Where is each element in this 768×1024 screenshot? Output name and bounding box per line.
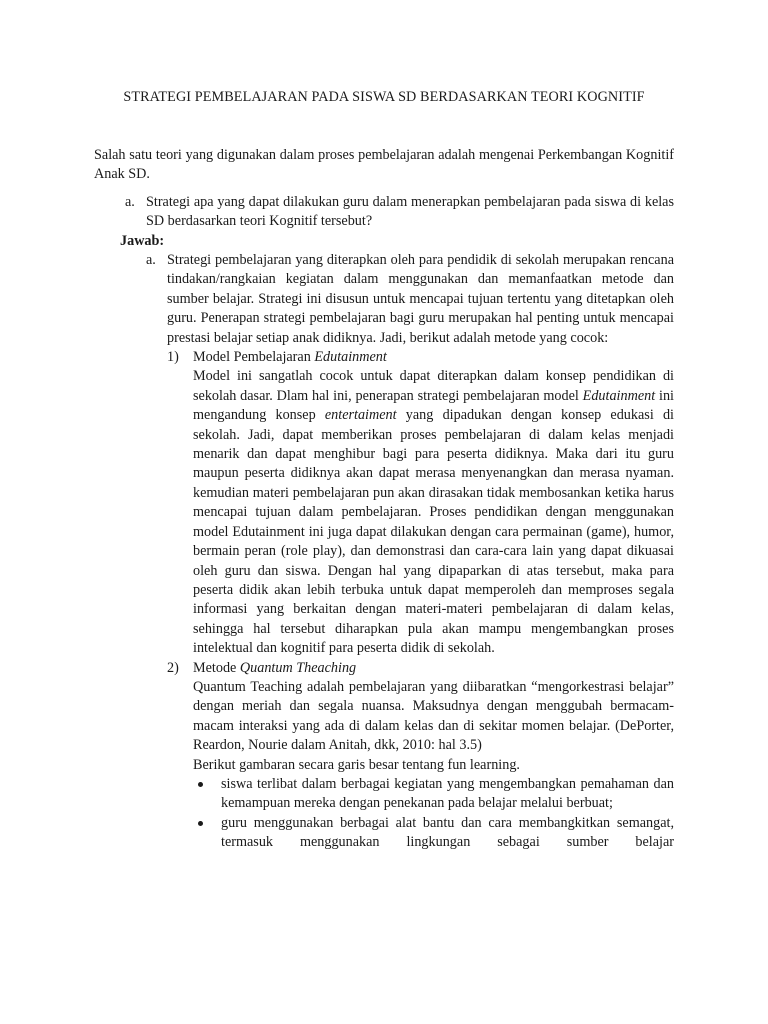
answer-heading: Jawab: xyxy=(120,233,165,249)
answer-text: Strategi pembelajaran yang diterapkan oleh para pendidik di sekolah merupakan rencana tindakan/rangkaian kegiatan dalam menggunakan dan memanfaatkan metode dan sumber belajar. Strategi ini disusun untuk mencapai tujuan tertentu yang ditetapkan oleh guru. Penerapan strategi pembelajaran bagi guru merupakan hal penting untuk mencapai prestasi belajar setiap anak didiknya. Jadi, berikut adalah metode yang cocok: xyxy=(167,252,674,346)
list-item xyxy=(193,814,674,853)
method-1-p2: ini mengandung konsep xyxy=(193,387,674,424)
list-item xyxy=(193,775,674,814)
method-1-title-prefix: Model Pembelajaran xyxy=(193,349,315,366)
document-title: STRATEGI PEMBELAJARAN PADA SISWA SD BERDASARKAN TEORI KOGNITIF xyxy=(123,89,645,105)
method-2-p2: Berikut gambaran secara garis besar tentang fun learning. xyxy=(193,756,520,773)
method-2-title xyxy=(193,659,674,678)
method-1-p1: Model ini sangatlah cocok untuk dapat diterapkan dalam konsep pendidikan di sekolah dasar. Dlam hal ini, penerapan strategi pembelajaran model xyxy=(193,368,674,404)
method-1-p3: yang dipadukan dengan konsep edukasi di sekolah. Jadi, dapat memberikan proses pembelajaran di dalam kelas menjadi menarik dan dapat menghibur bagi para peserta didiknya. Maka dari itu guru maupun peserta didiknya akan dapat merasa menyenangkan dan merasa nyaman. kemudian materi pembelajaran pun akan dirasakan tidak membosankan ketika harus mencapai tujuan dalam pembelajaran. Proses pendidikan dengan menggunakan model Edutainment ini juga dapat dilakukan dengan cara permainan (game), humor, bermain peran (role play), dan demonstrasi dan cara-cara lain yang dapat dikuasai oleh guru dan siswa. Dengan hal yang dipaparkan di atas tersebut, maka para peserta didik akan lebih terbuka untuk dapat memperoleh dan memproses segala informasi yang berkaitan dengan materi-materi pembelajaran di dalam kelas, sehingga hal tersebut diharapkan pula akan mampu mengembangkan proses intelektual dan kognitif para peserta didik di sekolah. xyxy=(193,407,674,657)
method-item-2 xyxy=(167,659,674,853)
answer-label: a. xyxy=(146,252,156,268)
question-label: a. xyxy=(125,194,135,210)
method-2-title-prefix: Metode xyxy=(193,659,240,676)
method-1-p1-italic: Edutainment xyxy=(582,387,656,404)
bullet-icon xyxy=(198,782,203,787)
intro-paragraph: Salah satu teori yang digunakan dalam proses pembelajaran adalah mengenai Perkembangan Kognitif Anak SD. xyxy=(94,147,674,183)
bullet-text: siswa terlibat dalam berbagai kegiatan yang mengembangkan pemahaman dan kemampuan mereka dengan penekanan pada belajar melalui berbuat; xyxy=(221,775,674,812)
method-1-title xyxy=(193,348,674,367)
method-2-label: 2) xyxy=(167,659,179,676)
method-1-label: 1) xyxy=(167,349,179,366)
method-1-title-italic: Edutainment xyxy=(314,349,387,366)
method-item-1 xyxy=(167,348,674,659)
method-2-title-italic: Quantum Theaching xyxy=(239,659,357,676)
question-text: Strategi apa yang dapat dilakukan guru dalam menerapkan pembelajaran pada siswa di kelas SD berdasarkan teori Kognitif tersebut? xyxy=(146,194,674,230)
question-item xyxy=(125,193,674,232)
method-2-bullet-list xyxy=(193,775,674,853)
method-2-p1: Quantum Teaching adalah pembelajaran yang diibaratkan “mengorkestrasi belajar” dengan meriah dan segala nuansa. Maksudnya dengan menggubah bermacam-macam interaksi yang ada di dalam kelas dan di sekitar momen belajar. (DePorter, Reardon, Nourie dalam Anitah, dkk, 2010: hal 3.5) xyxy=(193,678,674,754)
answer-item xyxy=(146,251,674,853)
bullet-icon xyxy=(198,821,203,826)
method-1-body xyxy=(193,367,674,658)
bullet-text: guru menggunakan berbagai alat bantu dan cara membangkitkan semangat, termasuk menggunakan lingkungan sebagai sumber belajar xyxy=(221,814,674,851)
method-1-p2-italic: entertaiment xyxy=(324,407,397,424)
